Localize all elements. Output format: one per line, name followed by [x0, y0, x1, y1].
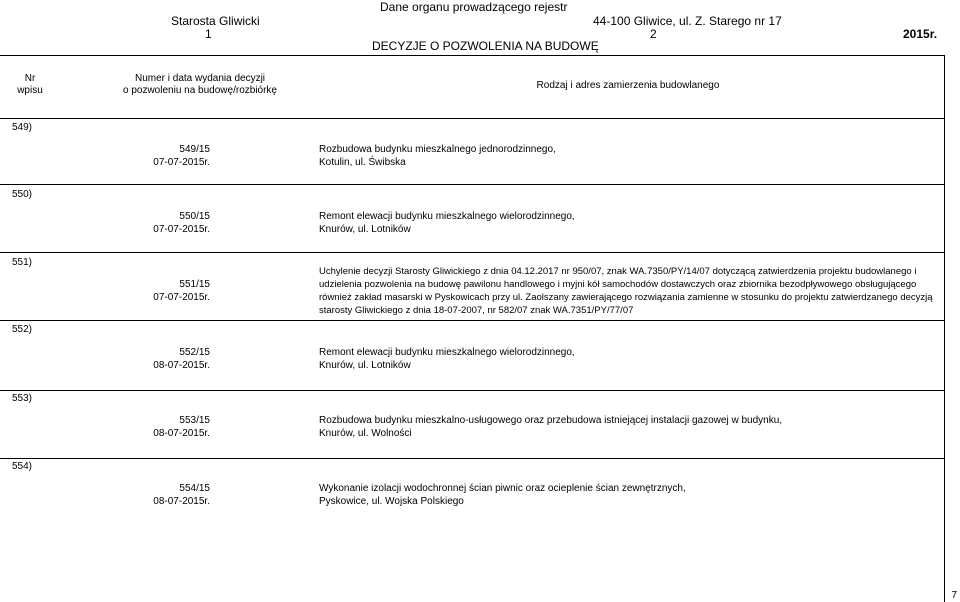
column-header-description-text: Rodzaj i adres zamierzenia budowlanego	[536, 80, 720, 91]
entry-description	[319, 482, 949, 508]
page-number: 7	[951, 590, 957, 601]
entry-number: 553/15	[179, 415, 210, 426]
table-header-bottom-border	[0, 118, 944, 119]
entry-date: 07-07-2015r.	[153, 224, 210, 235]
entry-description-line: Uchylenie decyzji Starosty Gliwickiego z dnia 04.12.2017 nr 950/07, znak WA.7350/PY/14/07 dotyczącą zatwierdzenia projektu budowlanego i	[319, 266, 917, 277]
entry-description-line: Knurów, ul. Lotników	[319, 360, 411, 371]
register-header-line4	[0, 39, 960, 54]
entry-number: 551/15	[179, 279, 210, 290]
entry-date: 08-07-2015r.	[153, 360, 210, 371]
table-right-border	[944, 55, 945, 602]
entry-description	[319, 210, 949, 236]
office-address: 44-100 Gliwice, ul. Z. Starego nr 17	[593, 14, 782, 28]
entry-description-line: Remont elewacji budynku mieszkalnego wielorodzinnego,	[319, 211, 575, 222]
row-divider	[0, 458, 944, 459]
entry-description-line: również zakład masarski w Pyskowicach przy ul. Zaolszany zawierającego rozwiązania zamienne w stosunku do projektu zatwierdzanego decyzją	[319, 292, 933, 303]
column-header-nr	[0, 73, 60, 97]
entry-number: 550/15	[179, 211, 210, 222]
entry-description-line: Knurów, ul. Lotników	[319, 224, 411, 235]
column-header-number-line2: o pozwoleniu na budowę/rozbiórkę	[123, 85, 277, 96]
entry-description-line: Rozbudowa budynku mieszkalnego jednorodzinnego,	[319, 144, 556, 155]
entry-description	[319, 414, 949, 440]
entry-description-line: Kotulin, ul. Świbska	[319, 157, 406, 168]
entry-date: 08-07-2015r.	[153, 428, 210, 439]
column-header-number	[90, 73, 310, 97]
column-index-1: 1	[205, 27, 212, 41]
column-header-nr-line2: wpisu	[17, 85, 43, 96]
row-divider	[0, 184, 944, 185]
entry-description-line: udzielenia pozwolenia na budowę pawilonu handlowego i myjni kół samochodów dostawczych oraz zbiornika bezodpływowego obsługującego	[319, 279, 917, 290]
entry-date: 07-07-2015r.	[153, 157, 210, 168]
entry-description-line: starosty Gliwickiego z dnia 18-07-2007, nr 582/07 znak WA.7351/PY/77/07	[319, 305, 634, 316]
row-divider	[0, 390, 944, 391]
entry-nr: 550)	[12, 189, 33, 200]
entry-description	[319, 265, 949, 317]
entry-nr: 553)	[12, 393, 33, 404]
register-title: DECYZJE O POZWOLENIA NA BUDOWĘ	[372, 39, 599, 53]
register-owner-title: Dane organu prowadzącego rejestr	[380, 0, 568, 14]
row-divider	[0, 320, 944, 321]
column-index-2: 2	[650, 27, 657, 41]
entry-description-line: Pyskowice, ul. Wojska Polskiego	[319, 496, 464, 507]
entry-number: 554/15	[179, 483, 210, 494]
entry-number: 549/15	[179, 144, 210, 155]
register-header-line1	[0, 0, 960, 15]
row-divider	[0, 252, 944, 253]
entry-nr: 551)	[12, 257, 33, 268]
table-top-border	[0, 55, 944, 56]
entry-nr: 554)	[12, 461, 33, 472]
entry-nr: 552)	[12, 324, 33, 335]
entry-nr: 549)	[12, 122, 33, 133]
entry-description-line: Remont elewacji budynku mieszkalnego wielorodzinnego,	[319, 347, 575, 358]
entry-description-line: Knurów, ul. Wolności	[319, 428, 412, 439]
entry-description-line: Rozbudowa budynku mieszkalno-usługowego oraz przebudowa istniejącej instalacji gazowej w budynku,	[319, 415, 783, 426]
entry-date: 08-07-2015r.	[153, 496, 210, 507]
column-header-nr-line1: Nr	[24, 73, 36, 84]
entry-number: 552/15	[179, 347, 210, 358]
register-year: 2015r.	[903, 27, 938, 41]
entry-description	[319, 143, 949, 169]
entry-description-line: Wykonanie izolacji wodochronnej ścian piwnic oraz ocieplenie ścian zewnętrznych,	[319, 483, 686, 494]
entry-date: 07-07-2015r.	[153, 292, 210, 303]
entry-description	[319, 346, 949, 372]
column-header-description	[318, 80, 938, 92]
office-name: Starosta Gliwicki	[171, 14, 260, 28]
column-header-number-line1: Numer i data wydania decyzji	[134, 73, 266, 84]
